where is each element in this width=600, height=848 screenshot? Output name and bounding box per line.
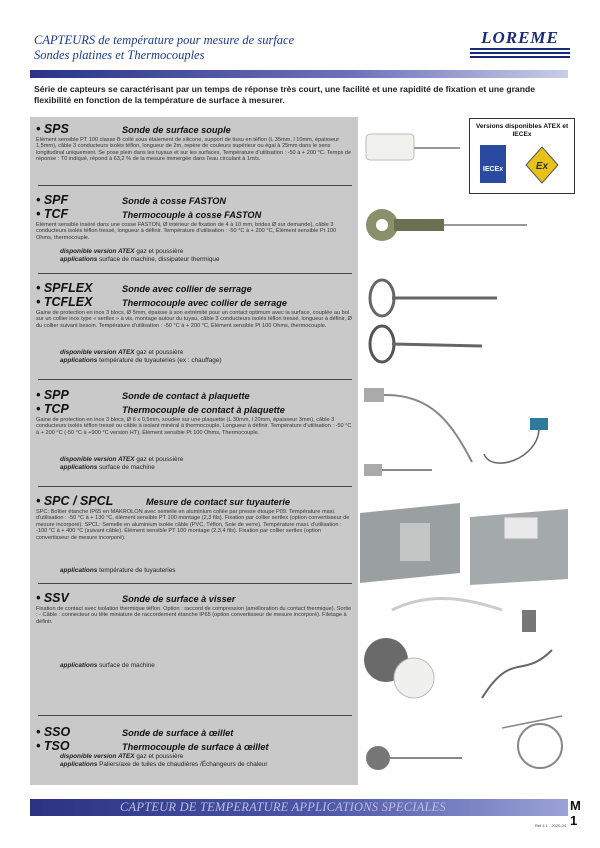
product-description: Élément sensible PT 100 classe B collé sous étalement de silicone, support de tissu en téflon (L 35mm, l 10mm, épaisseur 1,5mm), câble 3 conducteurs isolés téflon, longueur de 2m, repère de couleurs supérieur ou égal à 25mm dans le sens longitudinal uniquement. Se pose plein dans les tuyaux et sur les surfaces, Température d'utilisation : -50 à + 200 °C. Temps de réponse : T0 indiqué, répond à 63,2 % de la mesure immergée dans l'eau circulant à 1m/s. xyxy=(36,137,352,163)
section-heading xyxy=(36,193,354,207)
section-sso-tso xyxy=(36,725,354,768)
section-heading xyxy=(36,402,354,416)
product-description: Élément sensible inséré dans une cosse FASTON, Ø intérieur de fixation de 4 à 10 mm, brides Ø sur demande), câble 3 conducteurs isolés téflon tressé, longueur à définir. Température d'utilisation : -50 °C à + 200 °C, Élément sensible Pt 100 Ohms, thermocouple. xyxy=(36,222,337,241)
section-heading xyxy=(36,388,354,402)
product-title: Thermocouple avec collier de serrage xyxy=(122,298,287,308)
atex-line: disponible version ATEX gaz et poussière xyxy=(60,456,184,463)
section-heading xyxy=(36,281,354,295)
product-description: Gaine de protection en inox 3 blocs, Ø 6 x 0,5mm, soudée sur une plaquette (L 30mm, l 20mm, épaisseur 3mm), câble 3 conducteurs isolés téflon tressé ou câble à isolant minéral à thermocouple, Longueur à définir. Température d'utilisation : -50 °C à + 200 °C (-50 °C à +900 °C version HT), Élément sensible Pt 100 Ohms, Thermocouple. xyxy=(36,417,352,436)
product-title: Thermocouple de surface à œillet xyxy=(122,742,269,752)
product-code: • SSV xyxy=(36,591,69,605)
atex-line: disponible version ATEX gaz et poussière xyxy=(60,753,184,760)
applications-line: applications surface de machine xyxy=(60,662,155,669)
section-heading xyxy=(36,494,354,508)
document-reference: Réf 4.1 - 2020-04 xyxy=(535,823,567,828)
intro-text: Série de capteurs se caractérisant par un temps de réponse très court, une facilité et une rapidité de fixation et une grande flexibilité en fonction de la température de surface à mesurer. xyxy=(34,84,535,105)
certification-logos xyxy=(470,141,574,191)
product-description: Gaine de protection en inox 3 blocs, Ø 5mm, épaisse à son extrémité pour un contact optimum avec la surface, couplée au bol sur un collier inox type « sertlex » à vis, montage autour du tuyau, câble 3 conducteurs isolés téflon tressé, longueur à définir, Ø du collier suivant besoin. Température d'utilisation : -50 °C à + 200 °C, Élément sensible Pt 100 Ohms, thermocouple. xyxy=(36,310,352,329)
section-sps xyxy=(36,122,354,178)
header-title-line2: Sondes platines et Thermocouples xyxy=(34,48,205,62)
product-title: Sonde à cosse FASTON xyxy=(122,196,226,206)
photo-spf-faston-sensor xyxy=(362,205,562,245)
photo-sps-sensor xyxy=(362,122,462,182)
section-divider xyxy=(38,185,352,186)
header-title xyxy=(34,33,294,63)
product-code: • SPC / SPCL xyxy=(36,494,114,508)
header-title-line1: CAPTEURS de température pour mesure de surface xyxy=(34,33,295,47)
product-title: Sonde de surface à visser xyxy=(122,594,236,604)
product-title: Sonde de contact à plaquette xyxy=(122,391,250,401)
product-code: • SPFLEX xyxy=(36,281,93,295)
iecex-logo-text: IECEx xyxy=(482,166,504,173)
product-code: • TCF xyxy=(36,207,69,221)
photo-spc-pipe-sensors xyxy=(358,503,570,585)
product-title: Thermocouple à cosse FASTON xyxy=(122,210,262,220)
product-description: Fixation de contact avec isolation thermique téflon. Option : raccord de compression (amélioration du contact thermique). Sortie : - Câble : connecteur ou tête miniature de raccordement étanche IP65 (option convertisseur de mesure incorporé). Filetage à définir. xyxy=(36,606,352,625)
applications-line: applications température de tuyauteries (ex : chauffage) xyxy=(60,356,222,364)
section-spflex-tcflex xyxy=(36,281,354,364)
section-divider xyxy=(38,715,352,716)
product-code: • SPF xyxy=(36,193,69,207)
loreme-logo xyxy=(470,28,570,62)
section-divider xyxy=(38,583,352,584)
section-divider xyxy=(38,379,352,380)
photo-sso-eyelet-sensors xyxy=(362,708,572,790)
atex-box-title: Versions disponibles ATEX et IECEx xyxy=(475,123,569,138)
product-code: • TCFLEX xyxy=(36,295,93,309)
product-code: • SSO xyxy=(36,725,71,739)
ex-logo-text: Ex xyxy=(535,161,549,172)
applications-line: applications température de tuyauteries xyxy=(60,567,176,574)
iecex-logo xyxy=(480,145,506,183)
photo-spp-plate-sensor xyxy=(362,384,577,489)
atex-line: disponible version ATEX gaz et poussière xyxy=(60,349,184,356)
section-spp-tcp xyxy=(36,388,354,471)
logo-bars xyxy=(470,48,570,62)
section-spf-tcf xyxy=(36,193,354,263)
section-divider xyxy=(38,273,352,274)
header-rule xyxy=(30,70,568,78)
product-title: Sonde avec collier de serrage xyxy=(122,284,252,294)
product-title: Thermocouple de contact à plaquette xyxy=(122,405,285,415)
section-heading xyxy=(36,207,354,221)
product-title: Sonde de surface à œillet xyxy=(122,728,234,738)
footer-title: CAPTEUR DE TEMPERATURE APPLICATIONS SPECIALES xyxy=(120,800,446,814)
section-heading xyxy=(36,122,354,136)
applications-line: applications surface de machine xyxy=(60,463,155,471)
section-heading xyxy=(36,295,354,309)
product-code: • SPP xyxy=(36,388,69,402)
product-title: Sonde de surface souple xyxy=(122,125,231,135)
products-panel xyxy=(30,117,358,785)
atex-certification-box xyxy=(469,118,575,194)
product-title: Mesure de contact sur tuyauterie xyxy=(146,497,290,507)
product-code: • TSO xyxy=(36,739,70,753)
product-description: SPC: Boîtier étanche IP65 en MAKROLON avec semelle en aluminium collée par presse étoupe P09. Température maxi. d'utilisation : -50 °C à + 130 °C, élément sensible PT 100 montage (2,3 fils). Fixation par collier sertlex (option convertisseur de mesure incorporé). SPCL: Semelle en aluminium isolée câble (PVC, Téflon, Soie de verre). Température maxi. d'utilisation : -100 °C à + 400 °C (suivant câble). Élément sensible PT 100 montage (2,3,4 fils). Fixation par collier sertlex (option convertisseur de mesure incorporé). xyxy=(36,509,350,541)
section-heading xyxy=(36,739,354,753)
applications-line: applications Paliers/axe de tuiles de chaudières /Échangeurs de chaleur xyxy=(60,760,268,768)
page-number: M 1 xyxy=(570,798,581,828)
atex-line: disponible version ATEX gaz et poussière xyxy=(60,248,184,255)
section-ssv xyxy=(36,591,354,670)
section-heading xyxy=(36,725,354,739)
applications-line: applications surface de machine, dissipateur thermique xyxy=(60,255,220,263)
product-code: • SPS xyxy=(36,122,69,136)
photo-ssv-screw-sensors xyxy=(362,590,572,710)
section-spc-spcl xyxy=(36,494,354,575)
product-code: • TCP xyxy=(36,402,69,416)
logo-text: LOREME xyxy=(481,28,559,47)
section-heading xyxy=(36,591,354,605)
section-divider xyxy=(38,486,352,487)
photo-spflex-clamp-sensor xyxy=(362,276,562,376)
